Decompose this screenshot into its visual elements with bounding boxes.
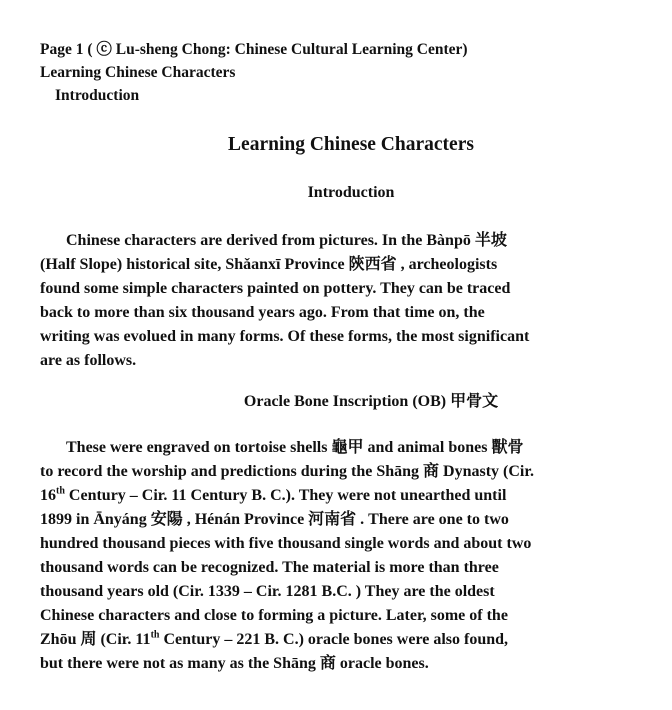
text-line: to record the worship and predictions during the Shāng 商 Dynasty (Cir. [40,463,534,480]
superscript: th [56,485,65,497]
text-line: These were engraved on tortoise shells 龜甲 and animal bones 獸骨 [66,439,524,456]
text-line: hundred thousand pieces with five thousand single words and about two [40,535,532,552]
text-line: Chinese characters and close to forming a picture. Later, some of the [40,607,508,624]
text-line [40,484,640,508]
document-subtitle: Introduction [307,184,395,201]
header-line-section: Introduction [55,87,140,104]
text-line: Chinese characters are derived from pictures. In the Bànpō 半坡 [66,232,507,249]
text-fragment: Century – Cir. 11 Century B. C.). They were not unearthed until [64,487,507,504]
text-line: found some simple characters painted on pottery. They can be traced [40,280,511,297]
text-line: thousand words can be recognized. The material is more than three [40,559,499,576]
header-line-course: Learning Chinese Characters [40,64,236,81]
text-line: but there were not as many as the Shāng 商 oracle bones. [40,655,429,672]
superscript: th [150,629,160,641]
oracle-bone-paragraph [40,436,640,676]
text-line: writing was evolued in many forms. Of these forms, the most significant [40,328,530,345]
header-line-page-credit: Page 1 ( ⓒ Lu-sheng Chong: Chinese Cultural Learning Center) [40,41,468,58]
text-fragment: Century – 221 B. C.) oracle bones were also found, [159,631,509,648]
text-line [40,628,640,652]
text-fragment: Zhōu 周 (Cir. 11 [40,631,151,648]
text-line: 1899 in Ānyáng 安陽 , Hénán Province 河南省 . There are one to two [40,511,509,528]
document-title: Learning Chinese Characters [228,134,474,155]
text-line: are as follows. [40,352,137,369]
text-fragment: 16 [40,487,56,504]
text-line: (Half Slope) historical site, Shǎanxī Province 陝西省 , archeologists [40,256,498,273]
text-line: thousand years old (Cir. 1339 – Cir. 1281 B.C. ) They are the oldest [40,583,495,600]
section-heading-oracle-bone: Oracle Bone Inscription (OB) 甲骨文 [243,393,499,410]
page-header [40,38,468,107]
intro-paragraph [40,229,640,373]
text-line: back to more than six thousand years ago. From that time on, the [40,304,485,321]
